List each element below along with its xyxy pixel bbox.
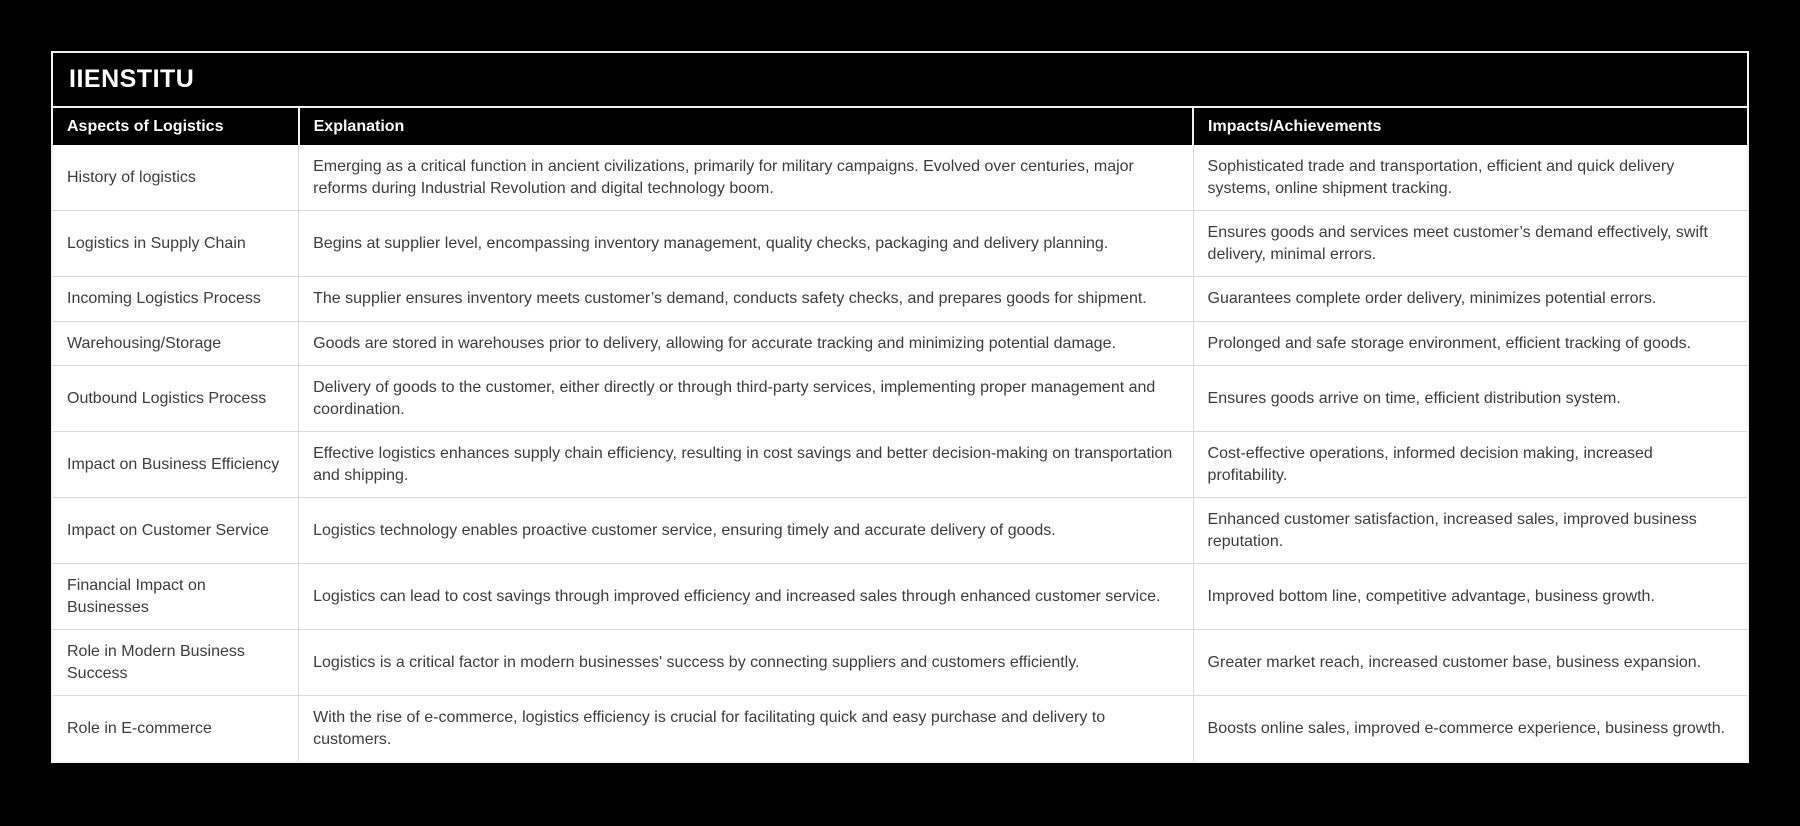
aspect-cell: Impact on Customer Service xyxy=(53,498,299,564)
logistics-table xyxy=(53,108,1747,761)
table-row xyxy=(53,564,1747,630)
impact-cell: Improved bottom line, competitive advantage, business growth. xyxy=(1193,564,1747,630)
table-body xyxy=(53,145,1747,761)
table-row xyxy=(53,432,1747,498)
aspect-cell: Role in Modern Business Success xyxy=(53,630,299,696)
impact-cell: Cost-effective operations, informed decision making, increased profitability. xyxy=(1193,432,1747,498)
column-header-aspects: Aspects of Logistics xyxy=(53,108,299,145)
explanation-cell: With the rise of e-commerce, logistics efficiency is crucial for facilitating quick and easy purchase and delivery to customers. xyxy=(299,696,1193,762)
brand-title: IIENSTITU xyxy=(69,65,195,93)
explanation-cell: Effective logistics enhances supply chain efficiency, resulting in cost savings and better decision-making on transportation and shipping. xyxy=(299,432,1193,498)
logistics-table-card xyxy=(51,51,1749,763)
table-row xyxy=(53,696,1747,762)
impact-cell: Ensures goods arrive on time, efficient distribution system. xyxy=(1193,366,1747,432)
aspect-cell: Logistics in Supply Chain xyxy=(53,211,299,277)
explanation-cell: The supplier ensures inventory meets customer’s demand, conducts safety checks, and prepares goods for shipment. xyxy=(299,277,1193,322)
impact-cell: Guarantees complete order delivery, minimizes potential errors. xyxy=(1193,277,1747,322)
explanation-cell: Begins at supplier level, encompassing inventory management, quality checks, packaging and delivery planning. xyxy=(299,211,1193,277)
impact-cell: Prolonged and safe storage environment, efficient tracking of goods. xyxy=(1193,321,1747,366)
impact-cell: Greater market reach, increased customer base, business expansion. xyxy=(1193,630,1747,696)
title-bar xyxy=(53,53,1747,108)
impact-cell: Sophisticated trade and transportation, efficient and quick delivery systems, online shipment tracking. xyxy=(1193,145,1747,211)
aspect-cell: Impact on Business Efficiency xyxy=(53,432,299,498)
explanation-cell: Logistics technology enables proactive customer service, ensuring timely and accurate delivery of goods. xyxy=(299,498,1193,564)
column-header-impacts: Impacts/Achievements xyxy=(1193,108,1747,145)
impact-cell: Boosts online sales, improved e-commerce experience, business growth. xyxy=(1193,696,1747,762)
aspect-cell: Incoming Logistics Process xyxy=(53,277,299,322)
explanation-cell: Logistics is a critical factor in modern businesses' success by connecting suppliers and customers efficiently. xyxy=(299,630,1193,696)
aspect-cell: History of logistics xyxy=(53,145,299,211)
table-row xyxy=(53,145,1747,211)
explanation-cell: Emerging as a critical function in ancient civilizations, primarily for military campaigns. Evolved over centuries, major reforms during Industrial Revolution and digital technology boom. xyxy=(299,145,1193,211)
column-header-explanation: Explanation xyxy=(299,108,1193,145)
table-row xyxy=(53,366,1747,432)
aspect-cell: Warehousing/Storage xyxy=(53,321,299,366)
impact-cell: Enhanced customer satisfaction, increased sales, improved business reputation. xyxy=(1193,498,1747,564)
aspect-cell: Role in E-commerce xyxy=(53,696,299,762)
table-row xyxy=(53,630,1747,696)
explanation-cell: Goods are stored in warehouses prior to delivery, allowing for accurate tracking and minimizing potential damage. xyxy=(299,321,1193,366)
aspect-cell: Outbound Logistics Process xyxy=(53,366,299,432)
table-row xyxy=(53,211,1747,277)
impact-cell: Ensures goods and services meet customer’s demand effectively, swift delivery, minimal errors. xyxy=(1193,211,1747,277)
table-row xyxy=(53,498,1747,564)
explanation-cell: Logistics can lead to cost savings through improved efficiency and increased sales through enhanced customer service. xyxy=(299,564,1193,630)
aspect-cell: Financial Impact on Businesses xyxy=(53,564,299,630)
table-row xyxy=(53,321,1747,366)
explanation-cell: Delivery of goods to the customer, either directly or through third-party services, implementing proper management and coordination. xyxy=(299,366,1193,432)
table-row xyxy=(53,277,1747,322)
table-header-row xyxy=(53,108,1747,145)
